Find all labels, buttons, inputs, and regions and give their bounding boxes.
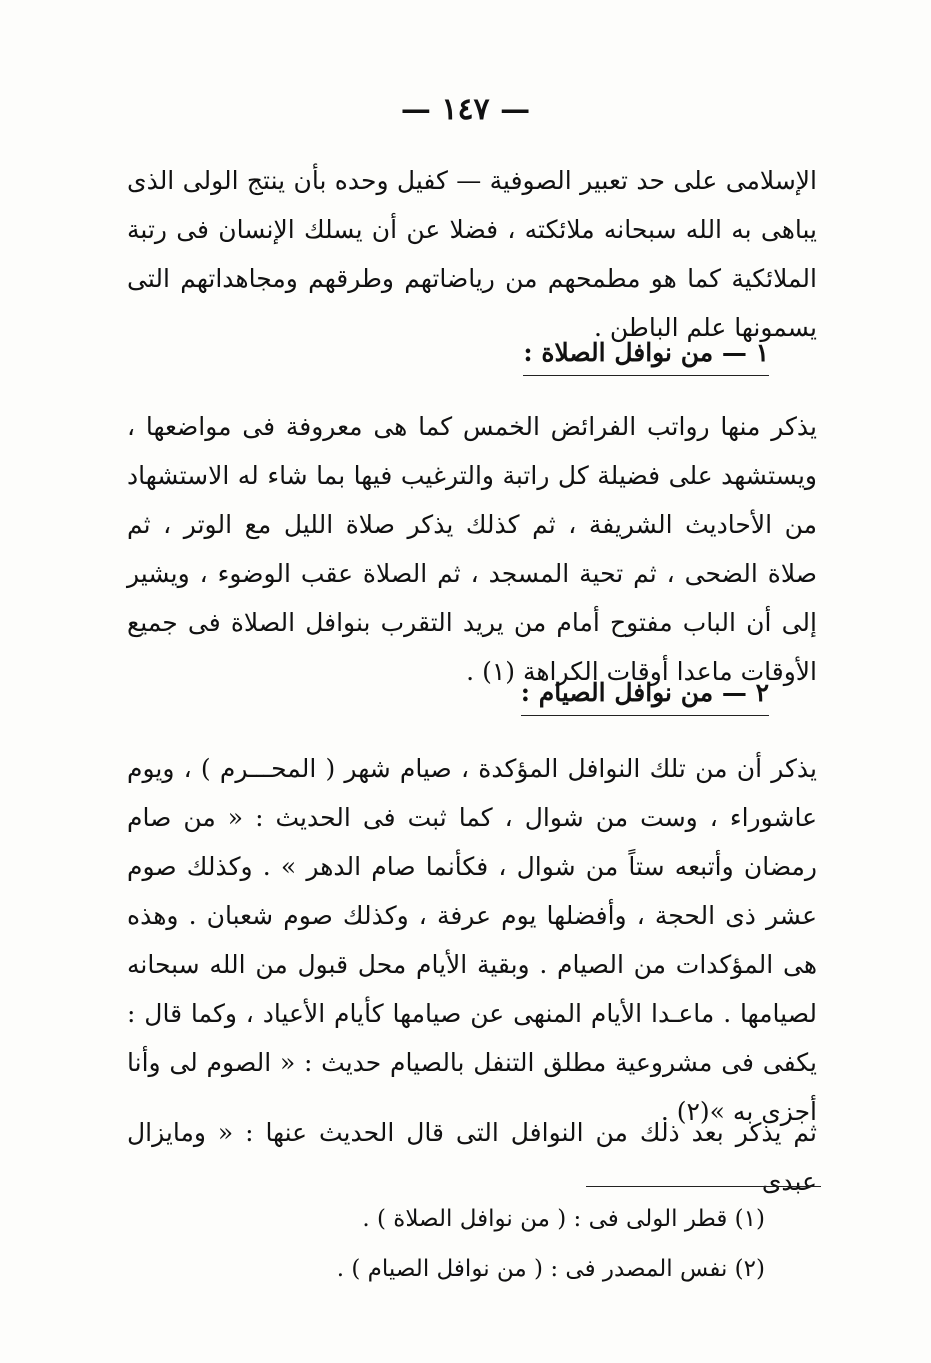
intro-paragraph: الإسلامى على حد تعبير الصوفية — كفيل وحده بأن ينتج الولى الذى يباهى به الله سبحانه ملائكته ، فضلا عن أن يسلك الإنسان فى رتبة الملائكية كما هو مطمحهم من رياضاتهم وطرقهم ومجاهداتهم التى يسمونها علم الباطن . bbox=[127, 166, 817, 342]
footnote-divider bbox=[586, 1186, 821, 1187]
footnote-2: (٢) نفس المصدر فى : ( من نوافل الصيام ) . bbox=[336, 1256, 765, 1282]
footnote-1: (١) قطر الولى فى : ( من نوافل الصلاة ) . bbox=[362, 1206, 765, 1232]
heading-fasting-supererogatory: ٢ — من نوافل الصيام : bbox=[521, 678, 769, 716]
heading-prayer-supererogatory: ١ — من نوافل الصلاة : bbox=[523, 338, 769, 376]
fasting-paragraph: يذكر أن من تلك النوافل المؤكدة ، صيام شهر ( المحـــرم ) ، ويوم عاشوراء ، وست من شوال ، كما ثبت فى الحديث : « من صام رمضان وأتبعه ستاً من شوال ، فكأنما صام الدهر » . وكذلك صوم عشر ذى الحجة ، وأفضلها يوم عرفة ، وكذلك صوم شعبان . وهذه هى المؤكدات من الصيام . وبقية الأيام محل قبول من الله سبحانه لصيامها . ماعـدا الأيام المنهى عن صيامها كأيام الأعياد ، وكما قال : يكفى فى مشروعية مطلق التنفل بالصيام حديث : « الصوم لى وأنا أجزى به »(٢) . bbox=[127, 754, 818, 1126]
page-number: — ١٤٧ — bbox=[400, 92, 531, 127]
prayer-paragraph: يذكر منها رواتب الفرائض الخمس كما هى معروفة فى مواضعها ، ويستشهد على فضيلة كل راتبة والترغيب فيها بما شاء له الاستشهاد من الأحاديث الشريفة ، ثم كذلك يذكر صلاة الليل مع الوتر ، ثم صلاة الضحى ، ثم تحية المسجد ، ثم الصلاة عقب الوضوء ، ويشير إلى أن الباب مفتوح أمام من يريد التقرب بنوافل الصلاة فى جميع الأوقات ماعدا أوقات الكراهة (١) . bbox=[127, 412, 817, 686]
closing-paragraph: ثم يذكر بعد ذلك من النوافل التى قال الحديث عنها : « ومايزال عبدى bbox=[127, 1118, 817, 1196]
